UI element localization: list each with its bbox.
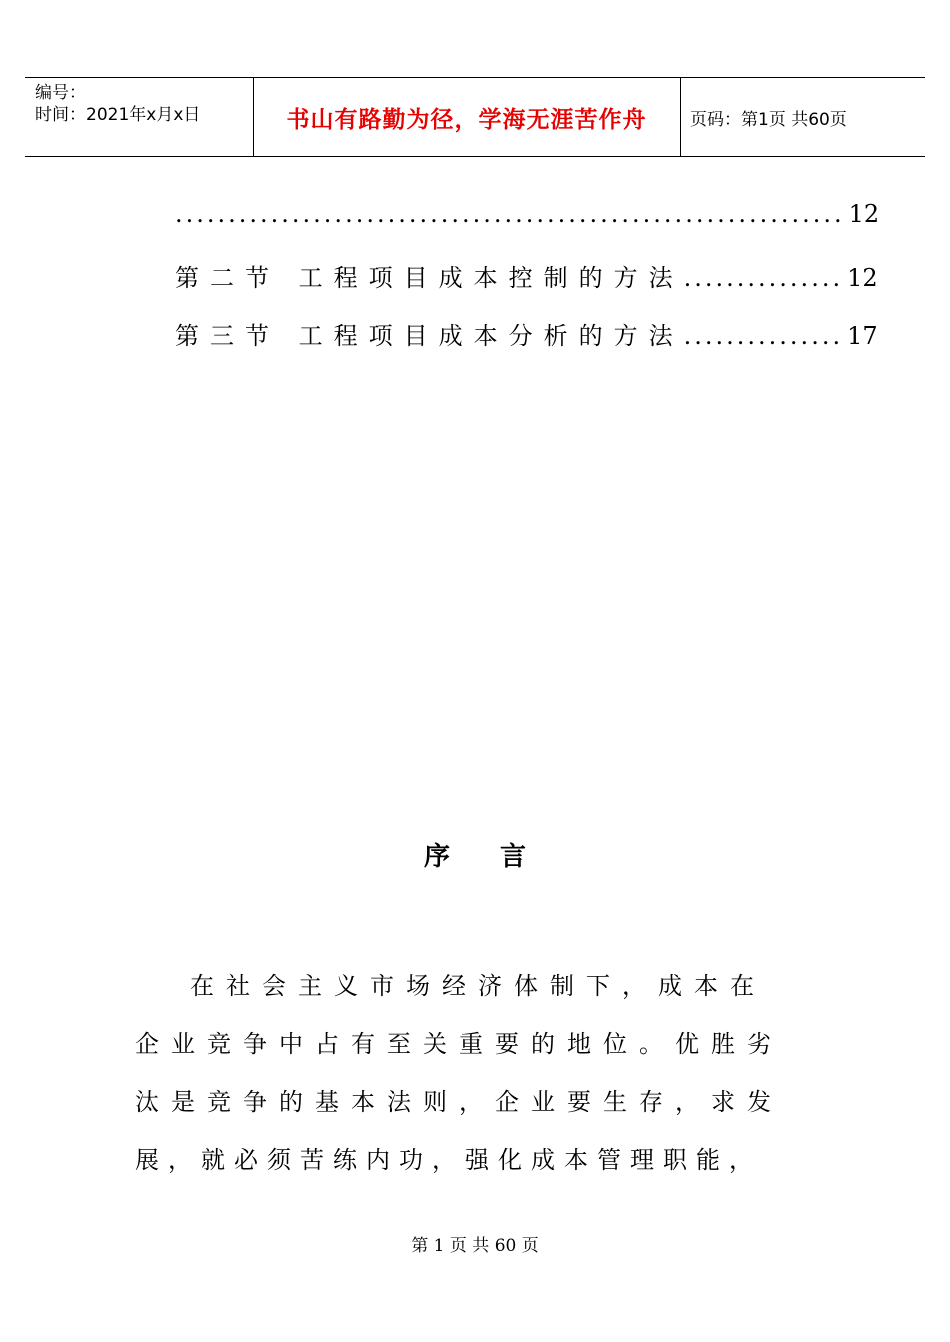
toc-entry <box>175 200 880 236</box>
page-footer: 第 1 页 共 60 页 <box>411 1236 539 1256</box>
paragraph-line: 企业竞争中占有至关重要的地位。优胜劣 <box>135 1030 783 1058</box>
toc-leader-dots: ............... <box>683 322 844 350</box>
toc-entry-page: 12 <box>847 264 878 292</box>
time-label: 时间：2021年x月x日 <box>35 105 201 125</box>
toc-entry <box>175 258 878 294</box>
paragraph-line: 汰是竞争的基本法则，企业要生存，求发 <box>135 1088 783 1116</box>
header-motto: 书山有路勤为径，学海无涯苦作舟 <box>286 106 647 133</box>
toc-leader-dots: ............... <box>683 264 844 292</box>
header-meta <box>35 82 200 126</box>
page-header <box>25 77 925 157</box>
toc-leader-dots: ............................................................... <box>175 200 845 228</box>
toc-entry <box>175 316 878 352</box>
toc-entry-page: 12 <box>848 200 880 228</box>
section-title: 序言 <box>423 842 576 872</box>
toc-entry-page: 17 <box>847 322 878 350</box>
header-divider <box>680 78 681 156</box>
paragraph-line: 展，就必须苦练内功，强化成本管理职能， <box>135 1146 762 1174</box>
toc-entry-title: 第三节 工程项目成本分析的方法 <box>175 322 684 350</box>
paragraph-line: 在社会主义市场经济体制下，成本在 <box>190 972 766 1000</box>
toc-entry-title: 第二节 工程项目成本控制的方法 <box>175 264 684 292</box>
serial-label: 编号： <box>35 83 86 103</box>
header-page-info: 页码：第1页 共60页 <box>690 109 847 130</box>
